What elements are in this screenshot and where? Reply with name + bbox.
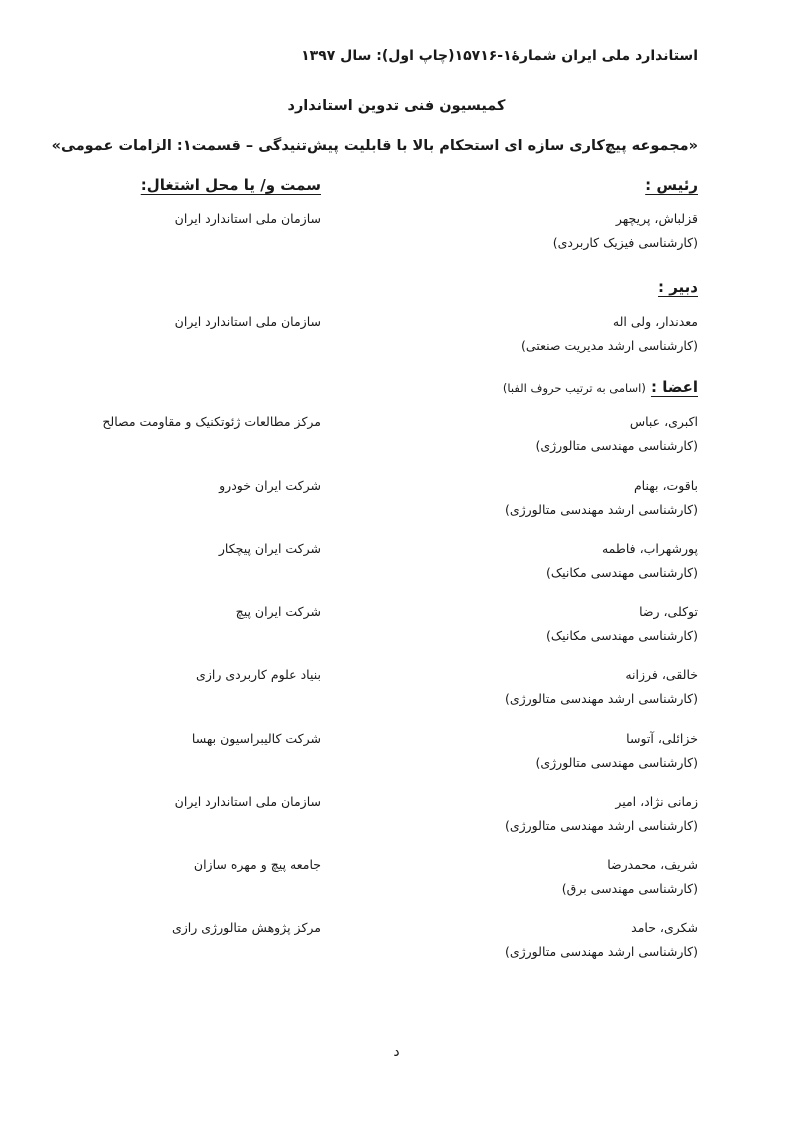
page-number: د <box>393 1044 400 1060</box>
member-degree: (کارشناسی ارشد مهندسی متالورژی) <box>504 944 698 959</box>
member-degree: (کارشناسی ارشد مهندسی متالورژی) <box>504 502 698 517</box>
members-heading: اعضا : <box>650 378 698 396</box>
member-degree: (کارشناسی مهندسی متالورژی) <box>535 438 698 453</box>
member-name: اکبری، عباس <box>629 414 698 429</box>
member-degree: (کارشناسی ارشد مهندسی متالورژی) <box>504 691 698 706</box>
member-name: باقوت، بهنام <box>633 478 698 493</box>
position-column-header: سمت و/ یا محل اشتغال: <box>140 176 321 194</box>
member-organization: مرکز مطالعات ژئوتکنیک و مقاومت مصالح <box>102 414 321 429</box>
member-name: شریف، محمدرضا <box>607 857 698 872</box>
member-organization: مرکز پژوهش متالورژی رازی <box>171 920 321 935</box>
member-organization: جامعه پیچ و مهره سازان <box>193 857 321 872</box>
member-organization: شرکت ایران پیچکار <box>218 541 321 556</box>
secretary-organization: سازمان ملی استاندارد ایران <box>174 314 321 329</box>
member-name: پورشهراب، فاطمه <box>601 541 698 556</box>
chair-name: قزلباش، پریچهر <box>615 211 698 226</box>
member-degree: (کارشناسی مهندسی مکانیک) <box>546 565 698 580</box>
member-name: توکلی، رضا <box>639 604 698 619</box>
member-name: خزائلی، آتوسا <box>626 731 698 746</box>
members-heading-row <box>503 377 698 396</box>
chair-heading: رئیس : <box>645 176 698 194</box>
members-order-note: (اسامی به ترتیب حروف الفبا) <box>502 381 646 395</box>
secretary-degree: (کارشناسی ارشد مدیریت صنعتی) <box>521 338 698 353</box>
secretary-heading: دبیر : <box>657 278 698 296</box>
chair-organization: سازمان ملی استاندارد ایران <box>174 211 321 226</box>
member-organization: سازمان ملی استاندارد ایران <box>174 794 321 809</box>
member-organization: شرکت ایران خودرو <box>219 478 321 493</box>
secretary-name: معدندار، ولی اله <box>612 314 698 329</box>
member-name: زمانی نژاد، امیر <box>615 794 698 809</box>
standard-number-line: استاندارد ملی ایران شمارۀ۱-۱۵۷۱۶(چاپ اول): سال ۱۳۹۷ <box>301 48 698 64</box>
chair-degree: (کارشناسی فیزیک کاربردی) <box>552 235 698 250</box>
member-degree: (کارشناسی مهندسی مکانیک) <box>546 628 698 643</box>
member-name: خالقی، فرزانه <box>625 667 698 682</box>
member-degree: (کارشناسی مهندسی برق) <box>561 881 698 896</box>
member-degree: (کارشناسی مهندسی متالورژی) <box>535 755 698 770</box>
member-organization: شرکت ایران پیچ <box>235 604 321 619</box>
member-organization: شرکت کالیبراسیون بهسا <box>191 731 321 746</box>
standard-title: «مجموعه پیچ‌کاری سازه ای استحکام بالا با قابلیت پیش‌تنیدگی – قسمت۱: الزامات عمومی» <box>51 138 698 154</box>
member-name: شکری، حامد <box>631 920 698 935</box>
member-degree: (کارشناسی ارشد مهندسی متالورژی) <box>504 818 698 833</box>
committee-title: کمیسیون فنی تدوین استاندارد <box>287 98 506 114</box>
member-organization: بنیاد علوم کاربردی رازی <box>196 667 321 682</box>
